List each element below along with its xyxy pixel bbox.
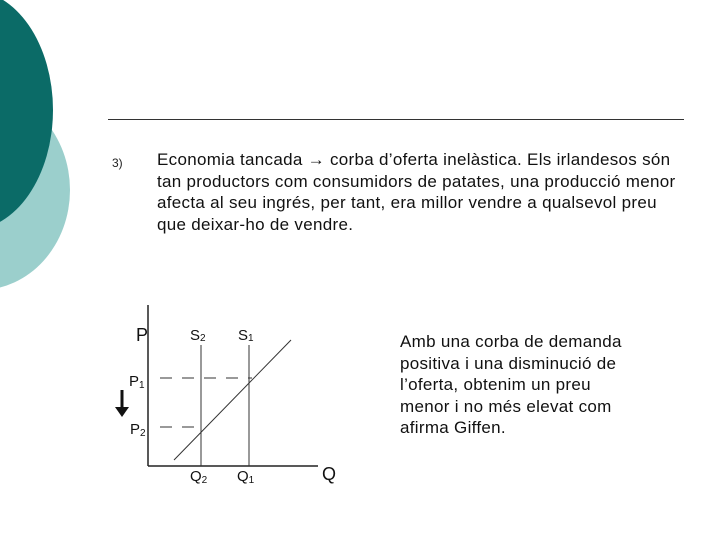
side-note: Amb una corba de demanda positiva i una disminució de l’oferta, obtenim un preu menor i no més elevat com afirma Giffen. [400, 332, 622, 437]
price-down-arrow-head [115, 407, 129, 417]
q1-label: Q1 [237, 468, 255, 486]
p1-label: P1 [129, 373, 145, 391]
demand-curve [174, 340, 291, 460]
s1-label: S1 [238, 327, 254, 344]
divider-line [108, 119, 684, 120]
p2-label: P2 [130, 421, 146, 439]
main-paragraph: Economia tancada → corba d’oferta inelàstica. Els irlandesos són tan productors com consumidors de patates, una producció menor afecta al seu ingrés, per tant, era millor vendre a qualsevol preu que deixar-ho de vendre. [157, 150, 676, 234]
item-number: 3) [112, 156, 123, 170]
decorative-circles [0, 0, 120, 300]
y-axis-label: P [136, 325, 149, 345]
q2-label: Q2 [190, 468, 208, 486]
s2-label: S2 [190, 327, 206, 344]
x-axis-label: Q [322, 464, 337, 484]
supply-demand-diagram [0, 290, 380, 490]
